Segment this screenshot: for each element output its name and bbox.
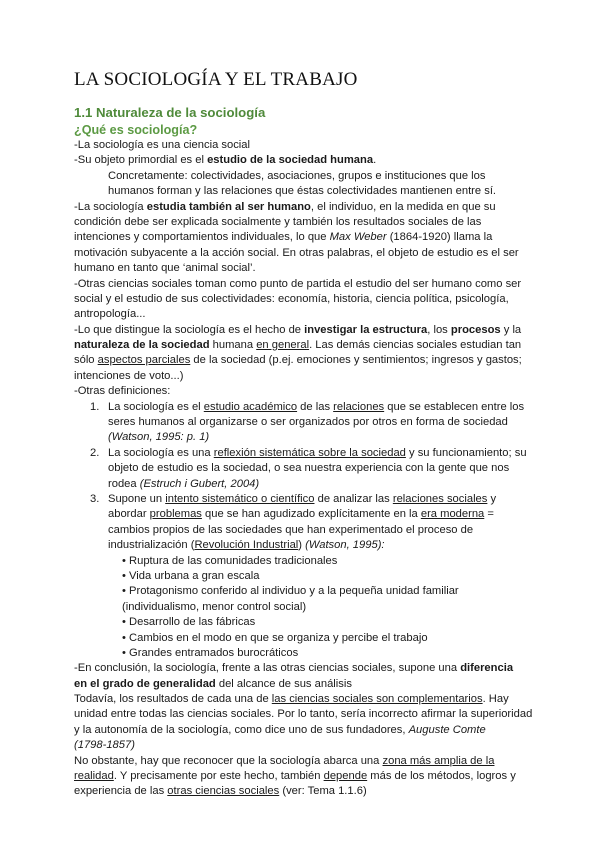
bullet-item: • Protagonismo conferido al individuo y a la pequeña unidad familiar bbox=[122, 585, 459, 598]
paragraph-line: naturaleza de la sociedad humana en general. Las demás ciencias sociales estudian tan bbox=[74, 339, 522, 352]
definition-item: 3. Supone un intento sistemático o científico de analizar las relaciones sociales y bbox=[90, 492, 497, 505]
paragraph-line: -Lo que distingue la sociología es el hecho de investigar la estructura, los procesos y la bbox=[74, 323, 522, 336]
paragraph-line: intenciones y comportamientos individuales, lo que Max Weber (1864-1920) llama la bbox=[74, 231, 493, 244]
paragraph-line: industrialización (Revolución Industrial) (Watson, 1995): bbox=[108, 539, 385, 552]
bullet-item: • Ruptura de las comunidades tradicionales bbox=[122, 554, 338, 567]
paragraph-line: motivación subyacente a la acción social. En otras palabras, el objeto de estudio es el ser bbox=[74, 246, 519, 259]
paragraph-line: antropología... bbox=[74, 308, 146, 321]
paragraph-line: -La sociología estudia también al ser humano, el individuo, en la medida en que su bbox=[74, 200, 496, 213]
paragraph-line: humano en tanto que ‘animal social’. bbox=[74, 262, 256, 275]
paragraph-line: y la autonomía de la sociología, como dice uno de sus fundadores, Auguste Comte bbox=[74, 723, 486, 736]
paragraph-line: en el grado de generalidad del alcance de sus análisis bbox=[74, 677, 352, 690]
bullet-item: • Cambios en el modo en que se organiza y percibe el trabajo bbox=[122, 631, 428, 644]
bullet-item: • Desarrollo de las fábricas bbox=[122, 616, 256, 629]
paragraph-line: rodea (Estruch i Gubert, 2004) bbox=[108, 477, 260, 490]
paragraph-line: condición debe ser explicada socialmente y también los resultados sociales de las bbox=[74, 215, 482, 228]
document-title: LA SOCIOLOGÍA Y EL TRABAJO bbox=[74, 69, 358, 90]
paragraph-line: -Otras ciencias sociales toman como punto de partida el estudio del ser humano como ser bbox=[74, 277, 522, 290]
bullet-item: • Vida urbana a gran escala bbox=[122, 569, 260, 582]
paragraph-line: objeto de estudio es la sociedad, o sea nuestra experiencia con la gente que nos bbox=[108, 462, 510, 475]
paragraph-line: -Otras definiciones: bbox=[74, 385, 171, 398]
definition-item: 1. La sociología es el estudio académico de las relaciones que se establecen entre los bbox=[90, 400, 525, 413]
paragraph-line: No obstante, hay que reconocer que la sociología abarca una zona más amplia de la bbox=[74, 754, 495, 767]
paragraph-line: -En conclusión, la sociología, frente a las otras ciencias sociales, supone una diferencia bbox=[74, 662, 514, 675]
paragraph-line: -Su objeto primordial es el estudio de la sociedad humana. bbox=[74, 154, 377, 167]
paragraph-line: humanos forman y las relaciones que éstas colectividades mantienen entre sí. bbox=[108, 185, 497, 198]
section-heading: 1.1 Naturaleza de la sociología bbox=[74, 105, 266, 120]
paragraph-line: unidad entre todas las ciencias sociales. Por lo tanto, sería incorrecto afirmar la superioridad bbox=[74, 708, 533, 721]
paragraph-line: sólo aspectos parciales de la sociedad (p.ej. emociones y sentimientos; ingresos y gastos; bbox=[74, 354, 522, 367]
paragraph-line: experiencia de las otras ciencias sociales (ver: Tema 1.1.6) bbox=[74, 785, 367, 798]
paragraph-line: social y el estudio de sus colectividades: economía, historia, ciencia política, psicología, bbox=[74, 292, 509, 305]
paragraph-line: seres humanos al organizarse o ser organizados por otros en forma de sociedad bbox=[108, 416, 508, 429]
paragraph-line: abordar problemas que se han agudizado explícitamente en la era moderna = bbox=[108, 508, 494, 521]
bullet-item: • Grandes entramados burocráticos bbox=[122, 646, 299, 659]
paragraph-line: intenciones de voto...) bbox=[74, 369, 184, 382]
paragraph-line: -La sociología es una ciencia social bbox=[74, 139, 250, 151]
subsection-heading: ¿Qué es sociología? bbox=[74, 123, 198, 137]
bullet-item: (individualismo, menor control social) bbox=[122, 600, 307, 613]
paragraph-line: cambios propios de las sociedades que han experimentado el proceso de bbox=[108, 523, 474, 536]
paragraph-line: Concretamente: colectividades, asociaciones, grupos e instituciones que los bbox=[108, 169, 486, 182]
definition-item: 2. La sociología es una reflexión sistemática sobre la sociedad y su funcionamiento; su bbox=[90, 446, 527, 459]
document-body bbox=[74, 138, 533, 800]
paragraph-line: Todavía, los resultados de cada una de las ciencias sociales son complementarios. Hay bbox=[74, 693, 509, 706]
paragraph-line: realidad. Y precisamente por este hecho, también depende más de los métodos, logros y bbox=[74, 770, 516, 783]
paragraph-line: (Watson, 1995: p. 1) bbox=[108, 431, 210, 444]
paragraph-line: (1798-1857) bbox=[74, 739, 135, 752]
